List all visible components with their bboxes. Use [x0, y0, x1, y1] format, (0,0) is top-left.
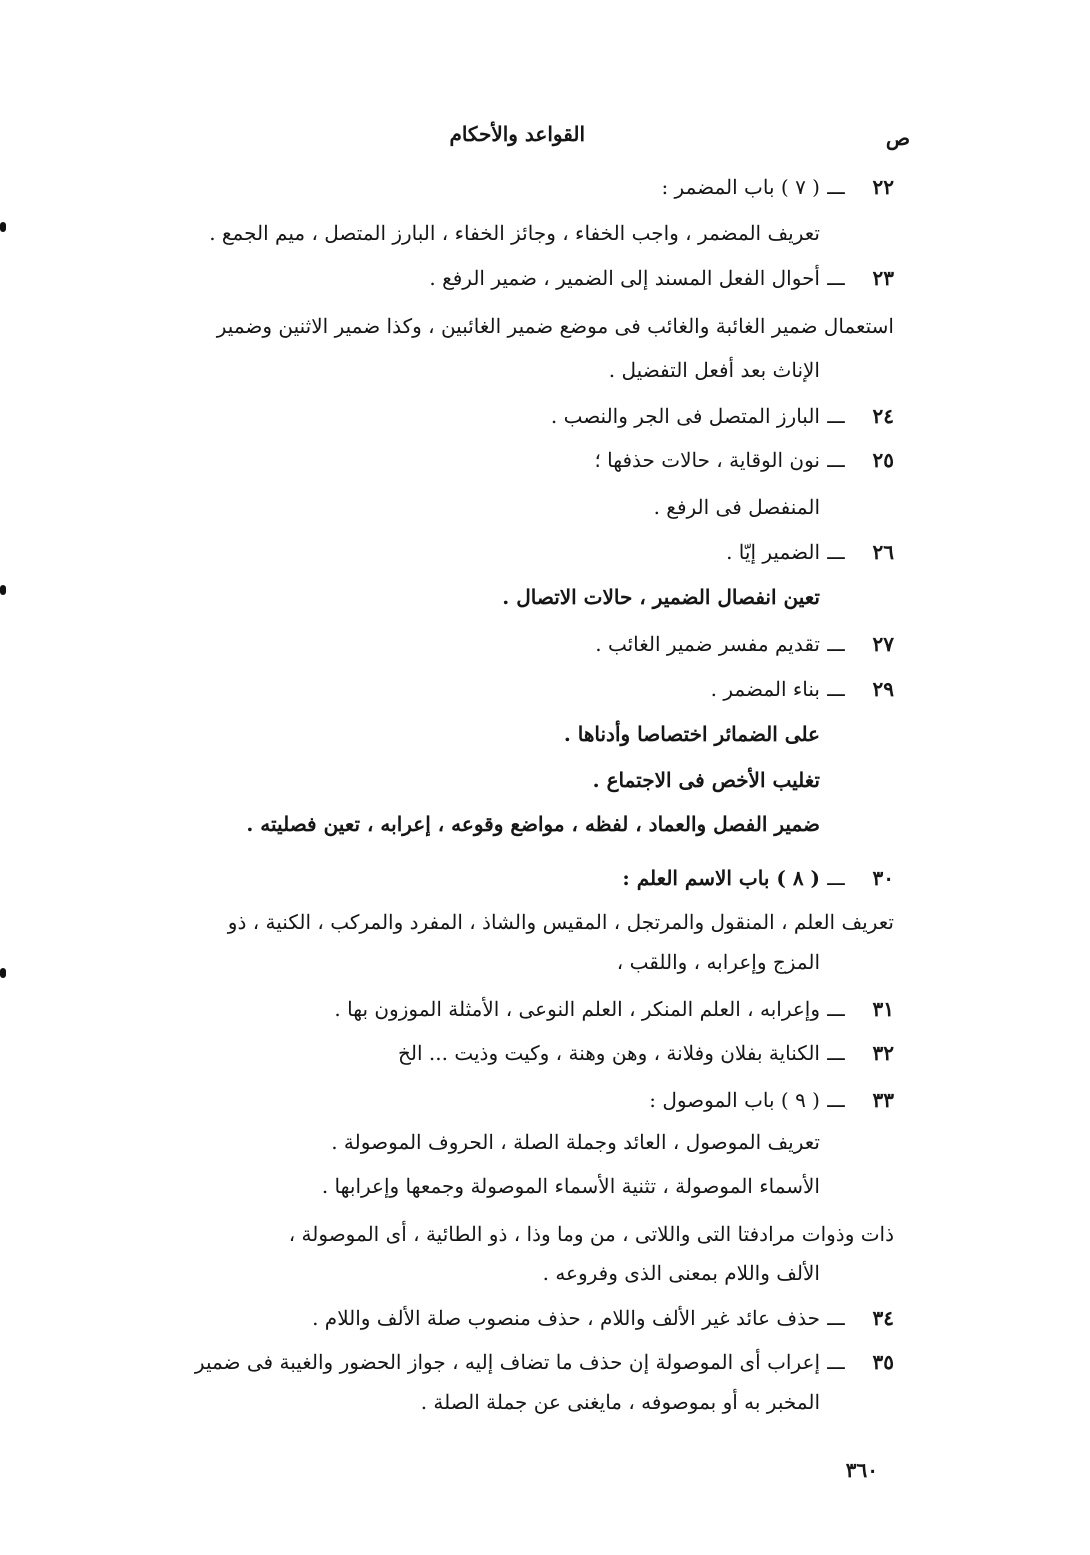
toc-entry: [0, 175, 1090, 217]
entry-dash: ـــ: [827, 997, 845, 1021]
entry-page-number: ٣١: [872, 997, 894, 1021]
entry-subtext: تعين انفصال الضمير ، حالات الاتصال .: [502, 585, 820, 609]
entry-subtext: الألف واللام بمعنى الذى وفروعه .: [542, 1261, 820, 1285]
toc-entry: [0, 1041, 1090, 1083]
entry-subtext: الأسماء الموصولة ، تثنية الأسماء الموصولة وجمعها وإعرابها .: [321, 1174, 820, 1198]
entry-dash: ـــ: [827, 1041, 845, 1065]
entry-dash: ـــ: [827, 448, 845, 472]
entry-subtext: الإناث بعد أفعل التفضيل .: [608, 358, 820, 382]
entry-text: أحوال الفعل المسند إلى الضمير ، ضمير الرفع .: [429, 266, 820, 290]
entry-dash: ـــ: [827, 404, 845, 428]
entry-page-number: ٢٣: [872, 266, 894, 290]
toc-subline: [0, 221, 1090, 263]
entry-dash: ـــ: [827, 1088, 845, 1112]
entry-subtext: ذات وذوات مرادفتا التى واللاتى ، من وما وذا ، ذو الطائية ، أى الموصولة ،: [288, 1222, 894, 1246]
scan-mark: [0, 968, 6, 978]
entry-dash: ـــ: [827, 632, 845, 656]
entry-page-number: ٣٤: [872, 1306, 894, 1330]
entry-page-number: ٢٦: [872, 540, 894, 564]
toc-entry: [0, 540, 1090, 582]
toc-subline: [0, 1174, 1090, 1216]
entry-text: الكناية بفلان وفلانة ، وهن وهنة ، وكيت وذيت ... الخ: [398, 1041, 820, 1065]
toc-entry: [0, 866, 1090, 908]
toc-subline: [0, 768, 1090, 810]
entry-dash: ـــ: [827, 175, 845, 199]
entry-page-number: ٢٢: [872, 175, 894, 199]
scan-mark: [0, 222, 6, 232]
page-number: ٣٦٠: [845, 1458, 878, 1482]
entry-text: البارز المتصل فى الجر والنصب .: [550, 404, 820, 428]
toc-entry: [0, 677, 1090, 719]
page-title: القواعد والأحكام: [449, 122, 585, 146]
entry-text: حذف عائد غير الألف واللام ، حذف منصوب صلة الألف واللام .: [312, 1306, 820, 1330]
toc-entry: [0, 997, 1090, 1039]
toc-subline: [0, 722, 1090, 764]
toc-subline: [0, 1261, 1090, 1303]
toc-subline: [0, 812, 1090, 854]
entry-text: ( ٨ ) باب الاسم العلم :: [622, 866, 820, 890]
toc-subline: [0, 950, 1090, 992]
toc-entry: [0, 448, 1090, 490]
toc-subline: [0, 910, 1090, 952]
toc-entry: [0, 1350, 1090, 1392]
entry-page-number: ٢٥: [872, 448, 894, 472]
entry-page-number: ٢٤: [872, 404, 894, 428]
entry-text: نون الوقاية ، حالات حذفها ؛: [594, 448, 820, 472]
entry-text: الضمير إيّا .: [726, 540, 820, 564]
toc-entry: [0, 632, 1090, 674]
entry-subtext: المزج وإعرابه ، واللقب ،: [616, 950, 820, 974]
toc-subline: [0, 1222, 1090, 1264]
entry-text: تقديم مفسر ضمير الغائب .: [595, 632, 820, 656]
entry-dash: ـــ: [827, 866, 845, 890]
toc-subline: [0, 495, 1090, 537]
toc-subline: [0, 314, 1090, 356]
page-column-label: ص: [885, 126, 910, 150]
entry-subtext: المنفصل فى الرفع .: [653, 495, 820, 519]
toc-entry: [0, 1088, 1090, 1130]
entry-dash: ـــ: [827, 1306, 845, 1330]
scan-mark: [0, 585, 6, 595]
page-header: [0, 118, 1090, 152]
entry-subtext: تعريف العلم ، المنقول والمرتجل ، المقيس والشاذ ، المفرد والمركب ، الكنية ، ذو: [227, 910, 894, 934]
entry-page-number: ٣٥: [872, 1350, 894, 1374]
entry-subtext: على الضمائر اختصاصا وأدناها .: [563, 722, 820, 746]
entry-subtext: استعمال ضمير الغائبة والغائب فى موضع ضمير الغائبين ، وكذا ضمير الاثنين وضمير: [216, 314, 894, 338]
entry-subtext: تعريف المضمر ، واجب الخفاء ، وجائز الخفاء ، البارز المتصل ، ميم الجمع .: [209, 221, 820, 245]
toc-entry: [0, 404, 1090, 446]
toc-subline: [0, 1130, 1090, 1172]
entry-page-number: ٣٠: [872, 866, 894, 890]
entry-dash: ـــ: [827, 540, 845, 564]
toc-entry: [0, 266, 1090, 308]
entry-text: بناء المضمر .: [710, 677, 820, 701]
entry-dash: ـــ: [827, 677, 845, 701]
entry-subtext: تعريف الموصول ، العائد وجملة الصلة ، الحروف الموصولة .: [331, 1130, 820, 1154]
entry-text: ( ٩ ) باب الموصول :: [649, 1088, 820, 1112]
toc-subline: [0, 1390, 1090, 1432]
entry-subtext: المخبر به أو بموصوفه ، مايغنى عن جملة الصلة .: [420, 1390, 820, 1414]
entry-page-number: ٣٣: [872, 1088, 894, 1112]
entry-subtext: تغليب الأخص فى الاجتماع .: [592, 768, 820, 792]
entry-page-number: ٢٩: [872, 677, 894, 701]
toc-subline: [0, 585, 1090, 627]
entry-page-number: ٣٢: [872, 1041, 894, 1065]
toc-entry: [0, 1306, 1090, 1348]
entry-text: إعراب أى الموصولة إن حذف ما تضاف إليه ، جواز الحضور والغيبة فى ضمير: [194, 1350, 820, 1374]
entry-text: وإعرابه ، العلم المنكر ، العلم النوعى ، الأمثلة الموزون بها .: [334, 997, 820, 1021]
entry-subtext: ضمير الفصل والعماد ، لفظه ، مواضع وقوعه ، إعرابه ، تعين فصليته .: [246, 812, 820, 836]
toc-subline: [0, 358, 1090, 400]
entry-text: ( ٧ ) باب المضمر :: [661, 175, 820, 199]
entry-dash: ـــ: [827, 1350, 845, 1374]
entry-dash: ـــ: [827, 266, 845, 290]
entry-page-number: ٢٧: [872, 632, 894, 656]
